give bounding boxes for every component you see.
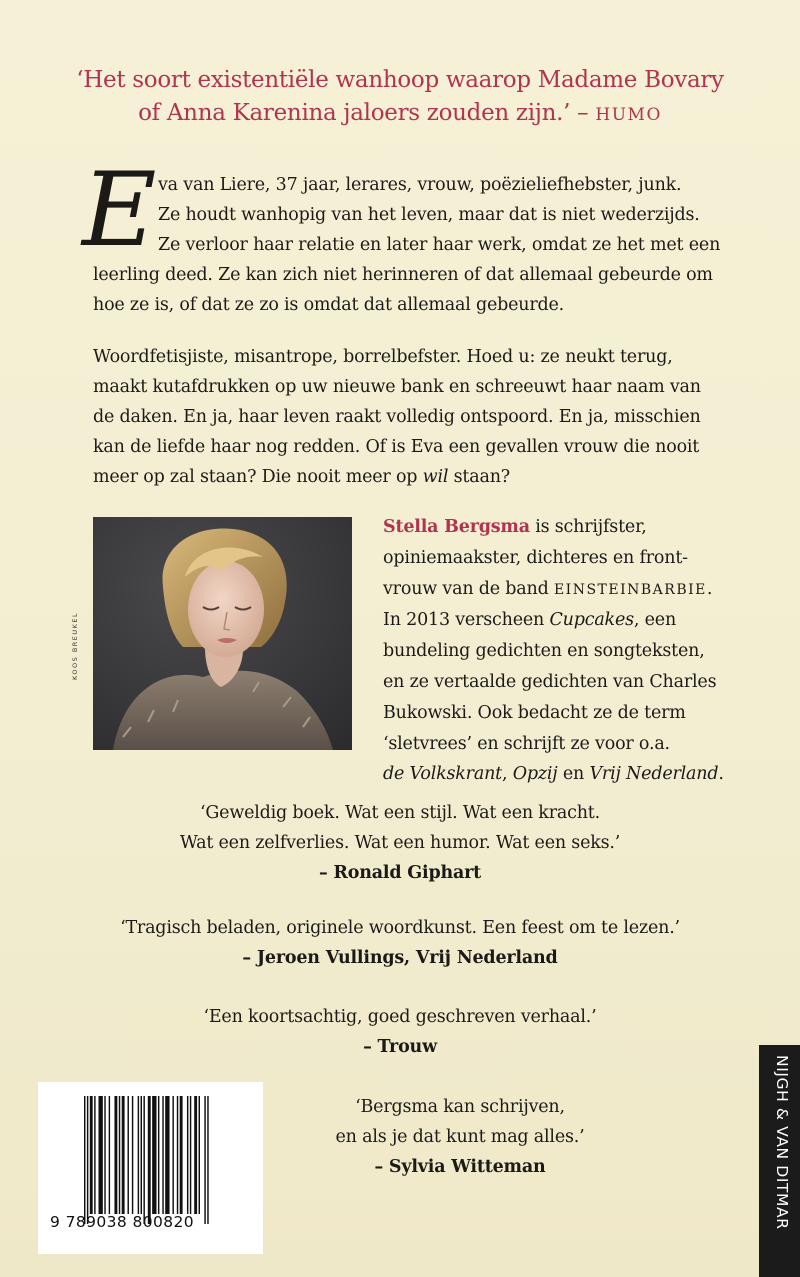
barcode-bar — [158, 1096, 159, 1214]
barcode-bar — [162, 1096, 163, 1214]
barcode-bar — [180, 1096, 183, 1214]
barcode-bar — [187, 1096, 188, 1214]
publisher-name: NIJGH & VAN DITMAR — [773, 1055, 791, 1230]
barcode-bar — [114, 1096, 117, 1214]
blurb-line: kan de liefde haar nog redden. Of is Eva een gevallen vrouw die nooit — [93, 437, 700, 457]
review-attribution: – Jeroen Vullings, Vrij Nederland — [242, 948, 558, 968]
barcode-bar — [84, 1096, 85, 1224]
review-quote-line: ‘Bergsma kan schrijven, — [355, 1097, 565, 1117]
barcode-bar — [143, 1096, 144, 1224]
blurb-line: va van Liere, 37 jaar, lerares, vrouw, poëzieliefhebster, junk. — [158, 175, 682, 195]
barcode-bar — [148, 1096, 151, 1224]
barcode-bar — [122, 1096, 125, 1214]
barcode-bar — [172, 1096, 173, 1214]
barcode-bar — [87, 1096, 88, 1224]
review-attribution: – Sylvia Witteman — [374, 1157, 546, 1177]
barcode-bar — [204, 1096, 205, 1224]
review-quote — [60, 913, 740, 973]
barcode-bar — [90, 1096, 93, 1214]
blurb-line: Woordfetisjiste, misantrope, borrelbefster. Hoed u: ze neukt terug, — [93, 347, 673, 367]
review-quote-line: ‘Een koortsachtig, goed geschreven verhaal.’ — [203, 1007, 597, 1027]
blurb-line: de daken. En ja, haar leven raakt volledig ontspoord. En ja, misschien — [93, 407, 701, 427]
blurb-paragraph-1 — [93, 170, 723, 320]
review-quote — [260, 1092, 660, 1182]
barcode-bar — [119, 1096, 120, 1214]
barcode-bar — [138, 1096, 139, 1214]
blurb-paragraph-2 — [93, 342, 723, 492]
barcode-bar — [104, 1096, 105, 1214]
barcode-bar — [94, 1096, 95, 1214]
photo-credit: KOOS BREUKEL — [71, 611, 79, 680]
barcode-bar — [99, 1096, 103, 1214]
blurb-line: leerling deed. Ze kan zich niet herinneren of dat allemaal gebeurde om — [93, 265, 713, 285]
quote-source: HUMO — [595, 105, 662, 125]
bio-line: bundeling gedichten en songteksten, — [383, 641, 705, 662]
barcode-bar — [207, 1096, 208, 1224]
review-quote-line: Wat een zelfverlies. Wat een humor. Wat een seks.’ — [179, 833, 621, 853]
barcode-bar — [194, 1096, 197, 1214]
bio-line: de Volkskrant, Opzij en Vrij Nederland. — [383, 764, 724, 785]
bio-line: ‘sletvrees’ en schrijft ze voor o.a. — [383, 733, 670, 754]
isbn-digits: 9 789038 800820 — [50, 1213, 195, 1231]
review-attribution: – Trouw — [363, 1037, 437, 1057]
review-attribution: – Ronald Giphart — [318, 863, 482, 883]
bio-line: opiniemaakster, dichteres en front- — [383, 547, 688, 568]
author-photo — [93, 517, 352, 750]
barcode-bars — [84, 1096, 254, 1224]
headline-quote-line-2: of Anna Karenina jaloers zouden zijn.’ – HUMO — [138, 100, 662, 126]
barcode-bar — [132, 1096, 133, 1214]
blurb-line: hoe ze is, of dat ze zo is omdat dat allemaal gebeurde. — [93, 295, 565, 315]
barcode-bar — [190, 1096, 191, 1214]
review-quote-line: ‘Geweldig boek. Wat een stijl. Wat een kracht. — [200, 803, 600, 823]
bio-line: In 2013 verscheen Cupcakes, een — [383, 610, 677, 631]
author-bio: Stella Bergsma is schrijfster, opiniemaakster, dichteres en front- vrouw van de band EINSTEINBARBIE. In 2013 verscheen Cupcakes, een bundeling gedichten en songteksten, en ze vertaalde gedichten van Charles Bukowski. Ook bedacht ze de term ‘sletvrees’ en schrijft ze voor o.a. de Volkskrant, Opzij en Vrij Nederland. — [383, 512, 733, 790]
drop-cap: E — [82, 151, 157, 270]
blurb-line: maakt kutafdrukken op uw nieuwe bank en schreeuwt haar naam van — [93, 377, 701, 397]
barcode-bar — [128, 1096, 129, 1214]
review-quote-line: en als je dat kunt mag alles.’ — [335, 1127, 585, 1147]
bio-line: vrouw van de band EINSTEINBARBIE. — [383, 578, 713, 599]
review-quote-line: ‘Tragisch beladen, originele woordkunst. Een feest om te lezen.’ — [120, 918, 680, 938]
review-quote — [60, 798, 740, 888]
barcode-bar — [152, 1096, 156, 1214]
bio-line: Bukowski. Ook bedacht ze de term — [383, 702, 686, 723]
isbn-barcode — [38, 1082, 263, 1254]
blurb-line: meer op zal staan? Die nooit meer op wil staan? — [93, 467, 510, 487]
bio-line: en ze vertaalde gedichten van Charles — [383, 671, 717, 692]
barcode-bar — [141, 1096, 142, 1214]
barcode-bar — [109, 1096, 110, 1214]
review-quote — [60, 1002, 740, 1062]
blurb-line: Ze verloor haar relatie en later haar werk, omdat ze het met een — [158, 235, 721, 255]
barcode-bar — [199, 1096, 200, 1214]
author-name: Stella Bergsma — [383, 517, 530, 537]
blurb-line: Ze houdt wanhopig van het leven, maar dat is niet wederzijds. — [158, 205, 700, 225]
book-title-cupcakes: Cupcakes — [549, 610, 634, 631]
band-name: EINSTEINBARBIE — [553, 581, 707, 598]
author-portrait-illustration — [93, 517, 352, 750]
headline-quote — [40, 64, 760, 132]
barcode-bar — [177, 1096, 178, 1214]
headline-quote-line-1: ‘Het soort existentiële wanhoop waarop Madame Bovary — [76, 67, 724, 93]
barcode-bar — [165, 1096, 169, 1214]
publisher-band — [759, 1045, 800, 1277]
